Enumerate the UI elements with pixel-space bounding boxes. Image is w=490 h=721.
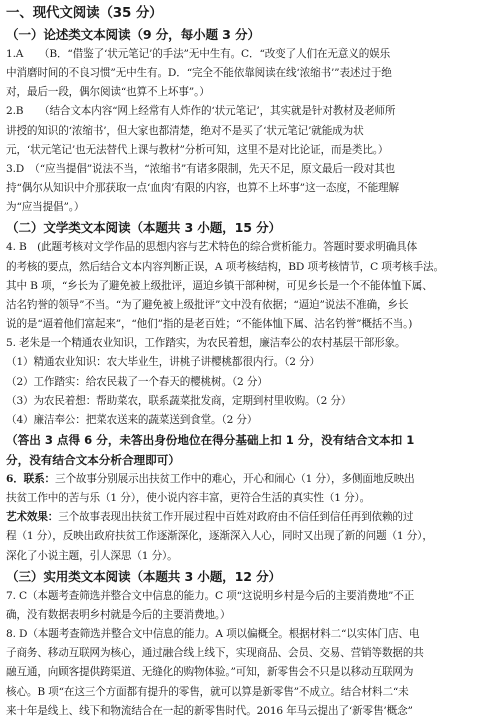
answer-line-q6: [6, 508, 486, 527]
answer-line: 讲授的知识的‘浓缩书’，但大家也都清楚，绝对不是买了‘状元笔记’就能成为状: [6, 124, 364, 137]
subsection-heading-argumentative: （一）论述类文本阅读（9 分，每小题 3 分）: [6, 27, 260, 42]
subsection-heading-literary: （二）文学类文本阅读（本题共 3 小题，15 分）: [6, 220, 281, 236]
answer-line: 5. 老朱是一个精通农业知识，工作踏实，为农民着想，廉洁奉公的农村基层干部形象。: [6, 337, 406, 350]
answer-line: 中消磨时间的不良习惯”无中生有。D．“完全不能依靠阅读在线‘浓缩书’”表述过于绝: [6, 67, 392, 80]
answer-line-q6: [6, 527, 486, 546]
answer-line-q6: [6, 470, 486, 489]
answer-line: 确，没有数据表明乡村就是今后的主要消费地。）: [6, 608, 231, 621]
answer-line: 的考核的要点，然后结合文本内容判断正误，A 项考核结构，BD 项考核情节，C 项考核手法。: [6, 260, 444, 273]
q6-label: 艺术效果：: [6, 511, 59, 524]
answer-line: 8. D（本题考查筛选并整合文中信息的能力。A 项以偏概全。根据材料二“以实体门店、电: [6, 628, 420, 641]
answer-line: （3）为农民着想：帮助菜农，联系蔬菜批发商，定期到村里收购。（2 分）: [6, 394, 352, 407]
q6-text: 深化了小说主题，引人深思（1 分）。: [6, 549, 178, 562]
section-heading: 一、现代文阅读（35 分）: [6, 5, 163, 21]
answer-line: 对，最后一段，偶尔阅读“也算不上坏事”。）: [6, 86, 210, 99]
answer-line: 1.A （B．“借鉴了‘状元笔记’的手法”无中生有。C．“改变了人们在无意义的娱乐: [6, 48, 391, 60]
answer-line: 7. C（本题考查筛选并整合文中信息的能力。C 项“这说明乡村是今后的主要消费地”不正: [6, 589, 415, 602]
subsection-heading-practical: （三）实用类文本阅读（本题共 3 小题，12 分）: [6, 568, 281, 584]
answer-line: （2）工作踏实：给农民栽了一个春天的樱桃树。（2 分）: [6, 375, 268, 388]
answer-line: 融互通，向顾客提供跨渠道、无缝化的购物体验。”可知，新零售会不只是以移动互联网为: [6, 666, 414, 679]
answer-line-q6: [6, 547, 486, 566]
answer-line: 来十年是线上、线下和物流结合在一起的新零售时代。2016 年马云提出了‘新零售’概念”: [6, 704, 413, 717]
answer-line: 为“应当提倡”。）: [6, 201, 85, 214]
answer-line: （1）精通农业知识：农大毕业生，讲桃子讲樱桃都很内行。（2 分）: [6, 356, 320, 369]
answer-line: 持“偶尔从知识中介那获取一点‘血肉’有限的内容，也算不上坏事”这一态度，不能理解: [6, 182, 399, 195]
grading-note: （答出 3 点得 6 分，未答出身份地位在得分基础上扣 1 分，没有结合文本扣 1: [6, 432, 415, 447]
answer-key-page: [6, 3, 486, 721]
answer-line: 3.D （“应当提倡”说法不当，“浓缩书”有诸多限制，先天不足，原文最后一段对其也: [6, 162, 395, 175]
grading-note: 分，没有结合文本分析合理即可）: [6, 452, 180, 467]
answer-line: 说的是“逼着他们富起来”，“他们”指的是老百姓；“不能体恤下属、沽名钓誉”概括不当。): [6, 318, 413, 331]
q6-label: 6．联系：: [6, 472, 55, 485]
answer-line: 2.B （结合文本内容“网上经常有人炸作的‘状元笔记’，其实就是针对教材及老师所: [6, 105, 396, 118]
q6-text: 程（1 分），反映出政府扶贫工作逐渐深化，逐渐深入人心，同时又出现了新的问题（1 分），: [6, 530, 433, 543]
q6-text: 扶贫工作中的苦与乐（1 分），使小说内容丰富，更符合生活的真实性（1 分）。: [6, 492, 371, 505]
answer-line: 子商务、移动互联网为核心，通过融合线上线下，实现商品、会员、交易、营销等数据的共: [6, 647, 424, 660]
q6-text: 三个故事分别展示出扶贫工作中的难心，开心和闹心（1 分），多侧面地反映出: [55, 472, 415, 485]
answer-line: 4. B (此题考核对文学作品的思想内容与艺术特色的综合赏析能力。答题时要求明确具体: [6, 241, 418, 254]
answer-line: （4）廉洁奉公：把菜农送来的蔬菜送到食堂。（2 分）: [6, 413, 258, 426]
answer-line: 其中 B 项，“乡长为了避免被上级批评，逼迫乡镇干部种树，可见乡长是一个不能体恤下属、: [6, 279, 433, 292]
answer-line: 核心。B 项“在这三个方面都有提升的零售，就可以算是新零售”不成立。结合材料二“未: [6, 685, 409, 698]
answer-line-q6: [6, 489, 486, 508]
answer-line: 沽名钓誉的领导”不当。“为了避免被上级批评”文中没有依据；“逼迫”说法不准确，乡长: [6, 298, 409, 311]
q6-text: 三个故事表现出扶贫工作开展过程中百姓对政府由不信任到信任再到依赖的过: [58, 511, 414, 524]
answer-line: 元，‘状元笔记’也无法替代上课与教材”分析可知，这里不是对比论证，而是类比。）: [6, 143, 389, 156]
